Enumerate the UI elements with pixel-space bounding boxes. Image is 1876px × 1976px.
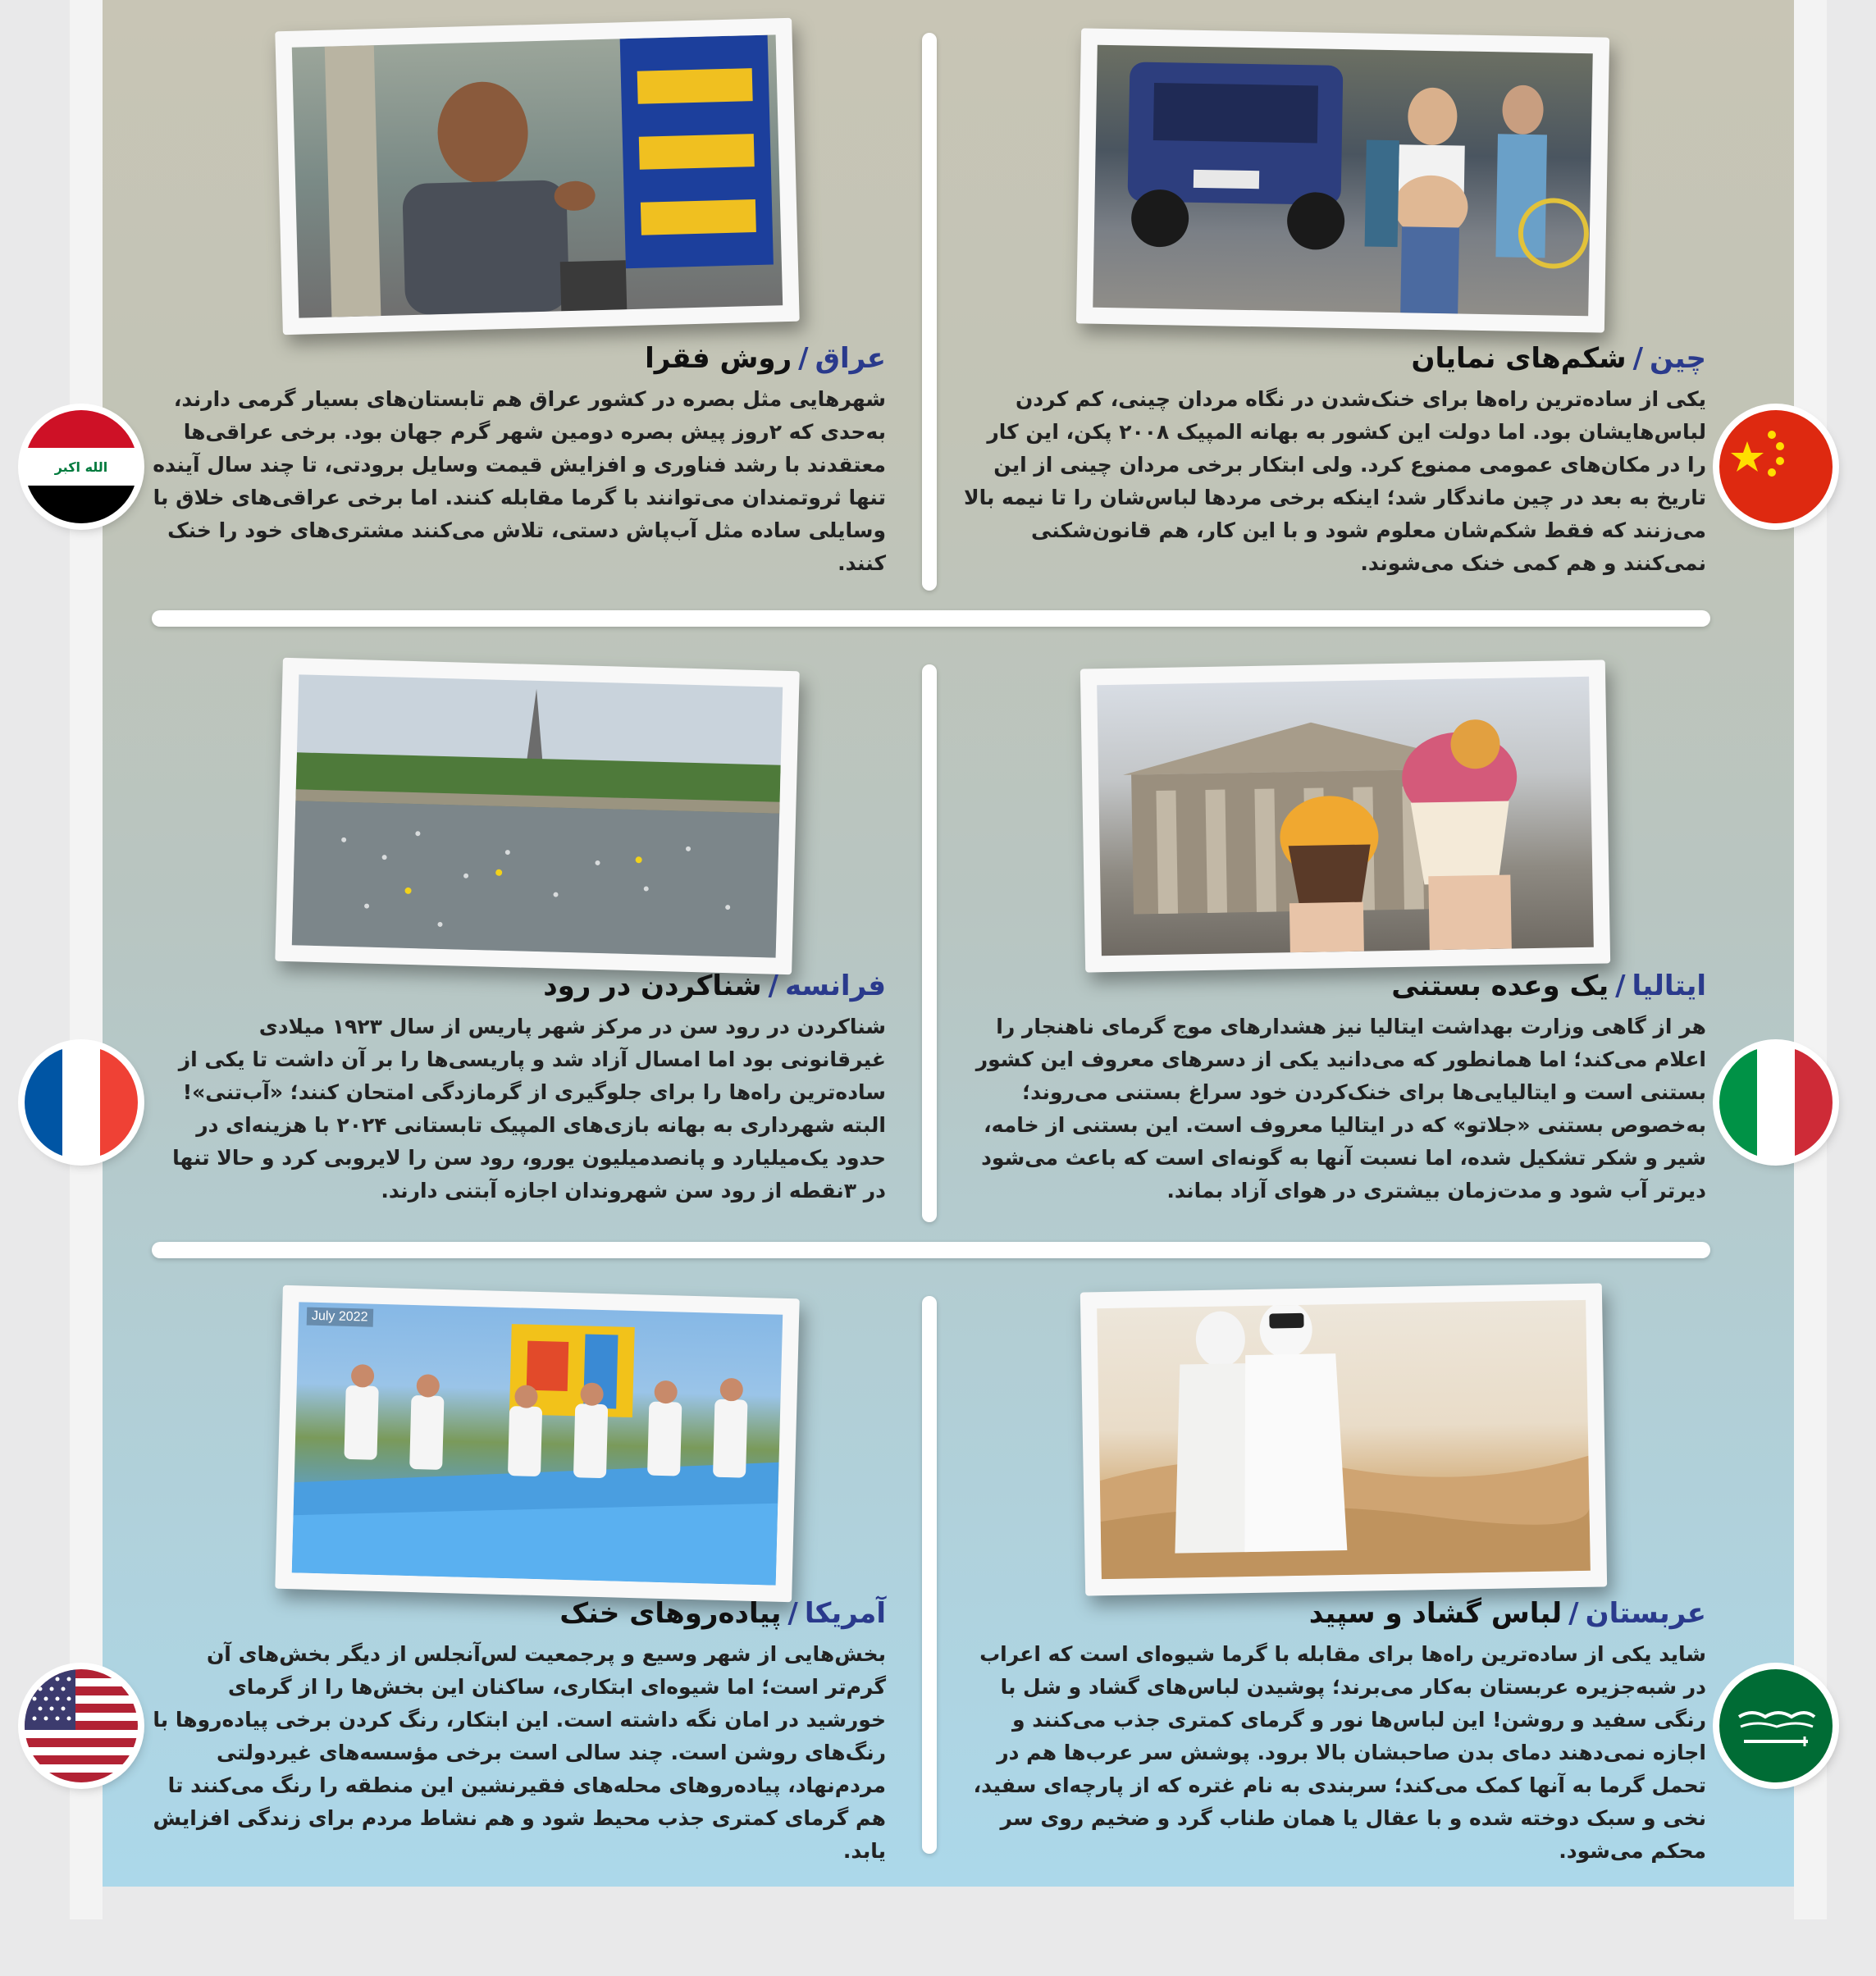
france-body: شناکردن در رود سن در مرکز شهر پاریس از سال ۱۹۲۳ میلادی غیرقانونی بود اما امسال آزاد شد و پاریسی‌ها را بر آن داشت تا یکی از ساده‌ترین راه‌ها را برای جلوگیری از گرمازدگی امتحان کنند؛ «آب‌تنی»! البته شهرداری به بهانه بازی‌های المپیک تابستانی ۲۰۲۴ با هزینه‌ای در حدود یک‌میلیارد و پانصدمیلیون یورو، رود سن را لایروبی کرد و حالا تنها در ۳نقطه از رود سن شهروندان اجازه آبتنی دارند. (172, 1015, 886, 1202)
usa-caption (148, 1595, 886, 1868)
usa-photo (275, 1285, 799, 1602)
iraq-title (148, 340, 886, 376)
page-margin-left (70, 0, 103, 1919)
title-separator: / (787, 1597, 798, 1630)
usa-country: آمریکا (804, 1597, 886, 1630)
italy-body: هر از گاهی وزارت بهداشت ایتالیا نیز هشدارهای موج گرمای ناهنجار را اعلام می‌کند؛ اما همانطور که می‌دانید یکی از دسرهای معروف این کشور بستنی است و ایتالیایی‌ها برای خنک‌کردن خود سراغ بستنی می‌روند؛ به‌خصوص بستنی «جلاتو» که در ایتالیا معروف است. این بستنی از خامه، شیر و شکر تشکیل شده، اما نسبت آنها به گونه‌ای است که باعث می‌شود دیرتر آب شود و مدت‌زمان بیشتری در هوای آزاد بماند. (975, 1015, 1706, 1202)
france-flag-icon (25, 1046, 138, 1159)
china-caption (964, 340, 1706, 580)
row-divider-1 (152, 610, 1710, 627)
usa-topic: پیاده‌روهای خنک (559, 1597, 782, 1630)
france-title (148, 968, 886, 1004)
usa-title (148, 1595, 886, 1631)
italy-flag-icon (1719, 1046, 1833, 1159)
italy-country: ایتالیا (1632, 970, 1706, 1002)
saudi-flag-icon (1719, 1669, 1833, 1782)
china-title (964, 340, 1706, 376)
row-divider-2 (152, 1242, 1710, 1258)
arabia-country: عربستان (1585, 1597, 1706, 1630)
iraq-flag-icon (25, 410, 138, 523)
arabia-topic: لباس گشاد و سپید (1308, 1597, 1563, 1630)
title-separator: / (1568, 1597, 1579, 1630)
iraq-topic: روش فقرا (645, 342, 792, 375)
italy-caption (964, 968, 1706, 1207)
france-photo (275, 658, 799, 974)
usa-body: بخش‌هایی از شهر وسیع و پرجمعیت لس‌آنجلس از دیگر بخش‌های آن گرم‌تر است؛ اما شیوه‌ای ابتکاری، ساکنان این بخش‌ها را از گرمای خورشید در امان نگه داشته است. این ابتکار، رنگ کردن برخی پیاده‌روها با رنگ‌های روشن است. چند سالی است برخی مؤسسه‌های غیردولتی مردم‌نهاد، پیاده‌روهای محله‌های فقیرنشین این منطقه را رنگ می‌کنند تا هم گرمای کمتری جذب محیط شود و هم نشاط مردم برای زندگی افزایش یابد. (153, 1642, 886, 1863)
iraq-caption (148, 340, 886, 580)
china-flag-icon (1719, 410, 1833, 523)
column-divider-1 (922, 33, 937, 591)
china-country: چین (1650, 342, 1706, 375)
italy-title (964, 968, 1706, 1004)
france-topic: شناکردن در رود (543, 970, 762, 1002)
iraq-flag-text: الله اكبر (54, 459, 108, 475)
italy-topic: یک وعده بستنی (1391, 970, 1609, 1002)
column-divider-3 (922, 1296, 937, 1854)
title-separator: / (768, 970, 778, 1002)
arabia-photo (1080, 1283, 1607, 1595)
usa-flag-icon (25, 1669, 138, 1782)
arabia-body: شاید یکی از ساده‌ترین راه‌ها برای مقابله با گرما شیوه‌ای است که اعراب در شبه‌جزیره عربستان به‌کار می‌برند؛ پوشیدن لباس‌های گشاد و شل با رنگی سفید و روشن! این لباس‌ها نور و گرمای کمتری جذب می‌کنند و اجازه نمی‌دهند دمای بدن صاحبشان بالا برود. پوشش سر عرب‌ها هم در تحمل گرما به آنها کمک می‌کند؛ سربندی به نام غتره که از پارچه‌ای سفید، نخی و سبک دوخته شده و با عقال یا همان طناب گرد و ضخیم روی سر محکم می‌شود. (973, 1642, 1706, 1863)
france-caption (148, 968, 886, 1207)
china-body: یکی از ساده‌ترین راه‌ها برای خنک‌شدن در نگاه مردان چینی، کم کردن لباس‌هایشان بود. اما دولت این کشور به بهانه المپیک ۲۰۰۸ پکن، این کار را در مکان‌های عمومی ممنوع کرد. ولی ابتکار برخی مردان چینی از این تاریخ به بعد در چین ماندگار شد؛ اینکه برخی مردها لباس‌شان را تا نیمه بالا می‌زنند که فقط شکم‌شان معلوم شود و با این کار، هم قانون‌شکنی نمی‌کنند و هم کمی خنک می‌شوند. (963, 387, 1706, 575)
iraq-body: شهرهایی مثل بصره در کشور عراق هم تابستان‌های بسیار گرمی دارند، به‌حدی که ۲روز پیش بصره دومین شهر گرم جهان بود. برخی عراقی‌ها معتقدند با رشد فناوری و افزایش قیمت وسایل برودتی، تا چند سال آینده تنها ثروتمندان می‌توانند با گرما مقابله کنند. اما برخی عراقی‌های خلاق با وسایلی ساده مثل آب‌پاش دستی، تلاش می‌کنند مشتری‌های خود را خنک کنند. (153, 387, 886, 575)
title-separator: / (798, 342, 809, 375)
arabia-caption (964, 1595, 1706, 1868)
usa-photo-label: July 2022 (307, 1307, 373, 1327)
title-separator: / (1632, 342, 1644, 375)
france-country: فرانسه (784, 970, 886, 1002)
iraq-photo (275, 18, 799, 335)
arabia-title (964, 1595, 1706, 1631)
title-separator: / (1615, 970, 1626, 1002)
china-topic: شکم‌های نمایان (1411, 342, 1627, 375)
page-margin-right (1794, 0, 1827, 1919)
italy-photo (1080, 659, 1610, 972)
column-divider-2 (922, 664, 937, 1222)
china-photo (1076, 28, 1609, 332)
iraq-country: عراق (815, 342, 886, 375)
